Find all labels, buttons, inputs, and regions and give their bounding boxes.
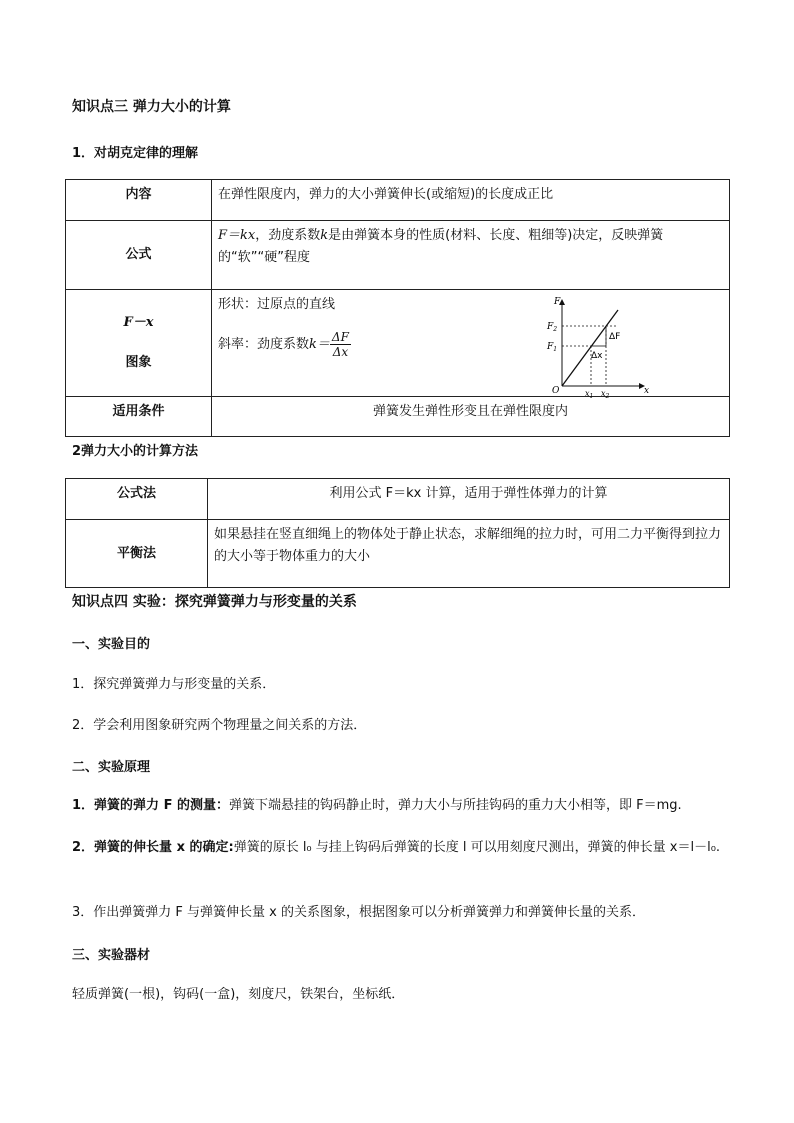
graph-slope-k: k＝ xyxy=(309,337,330,352)
paragraph-purpose-1: 1．探究弹簧弹力与形变量的关系． xyxy=(72,677,276,692)
graph-label-fx: F－x xyxy=(123,315,154,330)
table-row xyxy=(66,221,730,290)
f-axis-label: F xyxy=(554,297,561,307)
paragraph-equipment: 轻质弹簧(一根)，钩码(一盒)，刻度尺，铁架台，坐标纸． xyxy=(72,987,405,1002)
x1-label: $x_1$ xyxy=(585,389,594,400)
paragraph-principle-3: 3．作出弹簧弹力 F 与弹簧伸长量 x 的关系图象，根据图象可以分析弹簧弹力和弹簧伸长量的关系． xyxy=(72,905,645,920)
proportional-line xyxy=(562,310,621,386)
hooke-law-table xyxy=(65,179,730,437)
row-label-content: 内容 xyxy=(66,180,212,221)
heading-principle: 二、实验原理 xyxy=(72,760,151,775)
paragraph-principle-2 xyxy=(72,836,732,860)
row-text-balance-method: 如果悬挂在竖直细绳上的物体处于静止状态，求解细绳的拉力时，可用二力平衡得到拉力的大小等于物体重力的大小 xyxy=(208,520,730,588)
slope-fraction xyxy=(330,330,351,359)
delta-f-label: ΔF xyxy=(609,332,621,342)
fraction-denominator: Δx xyxy=(332,345,349,359)
section-title-3: 知识点三 弹力大小的计算 xyxy=(72,99,231,115)
formula-text-b: 是由弹簧本身的性质(材料、长度、粗细等)决定，反映弹簧的“软”“硬”程度 xyxy=(218,228,664,265)
x2-label: $x_2$ xyxy=(601,389,610,400)
x-axis-label: x xyxy=(644,386,650,396)
principle-1-text: 弹簧下端悬挂的钩码静止时，弹力大小与所挂钩码的重力大小相等，即 F＝mg. xyxy=(228,798,682,813)
formula-k: k xyxy=(320,228,329,243)
row-label-graph xyxy=(66,290,212,397)
principle-2-text: 弹簧的原长 l₀ 与挂上钩码后弹簧的长度 l 可以用刻度尺测出，弹簧的伸长量 x＝l－l₀. xyxy=(233,840,721,855)
delta-x-label: Δx xyxy=(591,351,603,361)
table-row xyxy=(66,397,730,437)
row-text-content: 在弹性限度内，弹力的大小弹簧伸长(或缩短)的长度成正比 xyxy=(212,180,730,221)
f2-label: $F_2$ xyxy=(547,322,558,333)
table-row xyxy=(66,180,730,221)
graph-slope-text: 斜率：劲度系数 xyxy=(218,337,310,352)
table-row xyxy=(66,479,730,520)
principle-2-heading: 2．弹簧的伸长量 x 的确定: xyxy=(72,840,234,855)
paragraph-purpose-2: 2．学会利用图象研究两个物理量之间关系的方法． xyxy=(72,718,367,733)
row-cell-graph xyxy=(212,290,730,400)
formula-fkx: F＝kx xyxy=(218,228,256,243)
graph-shape-text: 形状：过原点的直线 xyxy=(218,297,336,312)
row-label-balance-method: 平衡法 xyxy=(66,520,208,588)
formula-text-a: ，劲度系数 xyxy=(255,228,321,243)
origin-label: O xyxy=(552,386,560,396)
row-text-conditions: 弹簧发生弹性形变且在弹性限度内 xyxy=(212,397,730,437)
force-extension-graph xyxy=(544,294,654,400)
graph-label-text: 图象 xyxy=(125,355,152,370)
paragraph-principle-1 xyxy=(72,796,732,816)
row-text-formula xyxy=(212,221,730,290)
row-text-formula-method: 利用公式 F＝kx 计算，适用于弹性体弹力的计算 xyxy=(208,479,730,520)
row-label-formula: 公式 xyxy=(66,221,212,290)
section-title-4: 知识点四 实验：探究弹簧弹力与形变量的关系 xyxy=(72,594,357,610)
fraction-numerator: ΔF xyxy=(331,330,349,344)
subsection-title-methods: 2弹力大小的计算方法 xyxy=(72,444,199,459)
row-label-conditions: 适用条件 xyxy=(66,397,212,437)
row-label-formula-method: 公式法 xyxy=(66,479,208,520)
table-row xyxy=(66,520,730,588)
table-row xyxy=(66,290,730,397)
methods-table xyxy=(65,478,730,588)
subsection-title-hooke: 1．对胡克定律的理解 xyxy=(72,146,199,161)
principle-1-heading: 1．弹簧的弹力 F 的测量： xyxy=(72,798,229,813)
heading-equipment: 三、实验器材 xyxy=(72,948,151,963)
f1-label: $F_1$ xyxy=(547,342,558,353)
heading-purpose: 一、实验目的 xyxy=(72,637,151,652)
